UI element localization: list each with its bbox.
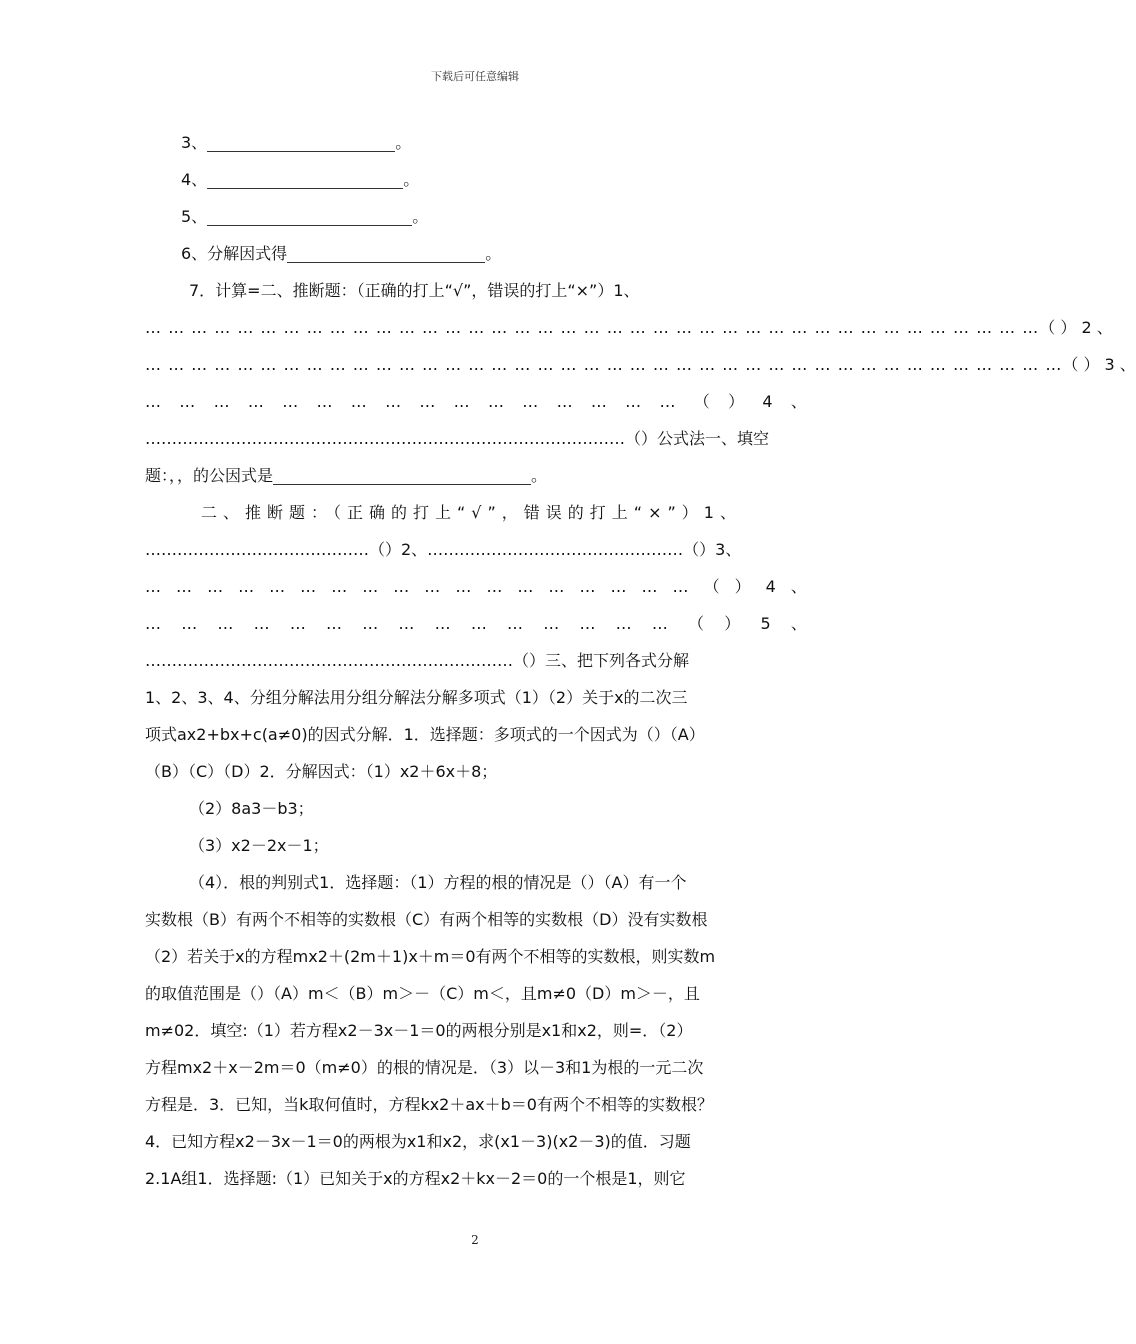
leader-dots: … … … … … … … … … … … … … … … … … … … … … … … … … … … … … … … … … … … … … … … [145, 318, 1040, 337]
text-line-22: （3）x2－2x－1； [189, 836, 329, 855]
line-token: … [300, 577, 317, 596]
line-token: 、 [790, 392, 807, 411]
line-token: … [486, 577, 503, 596]
line-token: … [672, 577, 689, 596]
judge-bracket: （ ） 3 、 [1062, 355, 1136, 374]
text-line-8 [145, 309, 1113, 346]
line-token: … [641, 577, 658, 596]
line-token: … [610, 577, 627, 596]
document-body [145, 124, 1136, 1197]
line-token: （ [703, 577, 720, 596]
line-token: … [393, 577, 410, 596]
text-line-29: 方程是．3．已知，当k取何值时，方程kx2＋ax＋b＝0有两个不相等的实数根？ [145, 1095, 713, 1114]
answer-blank [207, 207, 412, 226]
text-line-12 [145, 457, 807, 494]
fill-blank-item-6 [145, 235, 807, 272]
line-token: … [453, 392, 470, 411]
line-token: 4 [762, 392, 773, 411]
text-line-20: （B）（C）（D）2．分解因式：（1）x2＋6x＋8； [145, 762, 498, 781]
line-token: … [238, 577, 255, 596]
fill-blank-item-4 [145, 161, 807, 198]
line-token: ） [724, 614, 741, 633]
line-token: … [424, 577, 441, 596]
line-token: … [434, 614, 451, 633]
judge-bracket: （ ） 2 、 [1039, 318, 1113, 337]
answer-blank [207, 170, 403, 189]
fill-blank-item-5 [145, 198, 807, 235]
item-prefix: 6、分解因式得 [181, 244, 288, 263]
item-prefix: 3、 [181, 133, 208, 152]
line-token: 5 [760, 614, 771, 633]
page-number: 2 [471, 1233, 479, 1247]
item-prefix: 4、 [181, 170, 208, 189]
text-line-7: 7．计算=二、推断题：（正确的打上“√”，错误的打上“×”）1、 [189, 281, 640, 300]
line-token: … [289, 614, 306, 633]
text-line-10 [145, 383, 807, 420]
line-token: … [556, 392, 573, 411]
line-token: … [659, 392, 676, 411]
text-segment: 题：，，的公因式是 [145, 466, 274, 485]
answer-blank [287, 244, 485, 263]
line-token: … [579, 577, 596, 596]
line-token: … [247, 392, 264, 411]
text-line-25: （2）若关于x的方程mx2＋(2m＋1)x＋m＝0有两个不相等的实数根，则实数m [145, 947, 716, 966]
line-token: … [398, 614, 415, 633]
text-segment: 。 [531, 466, 548, 485]
text-line-13: 二、推断题：（正确的打上“√”，错误的打上“×”）1、 [201, 503, 742, 522]
text-line-28: 方程mx2＋x－2m＝0（m≠0）的根的情况是．（3）以－3和1为根的一元二次 [145, 1058, 704, 1077]
leader-dots: … … … … … … … … … … … … … … … … … … … … … … … … … … … … … … … … … … … … … … … … [145, 355, 1063, 374]
line-token: … [385, 392, 402, 411]
text-line-16 [145, 605, 807, 642]
line-token: … [362, 614, 379, 633]
text-line-15 [145, 568, 807, 605]
line-token: … [179, 392, 196, 411]
line-token: （ [693, 392, 710, 411]
line-token: … [145, 614, 161, 633]
item-suffix: 。 [412, 207, 429, 226]
line-token: … [419, 392, 436, 411]
line-token: … [176, 577, 193, 596]
fill-blank-item-3 [145, 124, 807, 161]
line-token: … [517, 577, 534, 596]
line-token: … [217, 614, 234, 633]
line-token: … [362, 577, 379, 596]
text-line-23: （4）．根的判别式1．选择题：（1）方程的根的情况是（）（A）有一个 [189, 873, 687, 892]
line-token: 、 [790, 614, 807, 633]
line-token: … [651, 614, 668, 633]
text-line-19: 项式ax2+bx+c(a≠0)的因式分解．1．选择题：多项式的一个因式为（）（A） [145, 725, 705, 744]
line-token: … [522, 392, 539, 411]
item-suffix: 。 [403, 170, 420, 189]
line-token: … [350, 392, 367, 411]
line-token: … [253, 614, 270, 633]
line-token: … [455, 577, 472, 596]
line-token: … [470, 614, 487, 633]
text-line-11: ………………………………………………………………………………（）公式法一、填空 [145, 429, 770, 448]
item-prefix: 5、 [181, 207, 208, 226]
line-token: … [331, 577, 348, 596]
text-line-31: 2.1A组1．选择题:（1）已知关于x的方程x2＋kx－2＝0的一个根是1，则它 [145, 1169, 686, 1188]
text-line-18: 1、2、3、4、分组分解法用分组分解法分解多项式（1）（2）关于x的二次三 [145, 688, 688, 707]
line-token: … [590, 392, 607, 411]
answer-blank [273, 466, 531, 485]
text-line-27: m≠02．填空:（1）若方程x2－3x－1＝0的两根分别是x1和x2，则=．（2） [145, 1021, 693, 1040]
line-token: … [543, 614, 560, 633]
line-token: … [615, 614, 632, 633]
line-token: … [326, 614, 343, 633]
line-token: … [269, 577, 286, 596]
line-token: ） [734, 577, 751, 596]
line-token: … [207, 577, 224, 596]
line-token: … [507, 614, 524, 633]
line-token: … [145, 392, 161, 411]
item-suffix: 。 [395, 133, 412, 152]
text-line-17: ……………………………………………………………（）三、把下列各式分解 [145, 651, 690, 670]
line-token: 4 [765, 577, 776, 596]
line-token: … [579, 614, 596, 633]
text-line-14: ……………………………………（）2、…………………………………………（）3、 [145, 540, 742, 559]
page-header: 下载后可任意编辑 [431, 70, 519, 83]
line-token: … [548, 577, 565, 596]
item-suffix: 。 [485, 244, 502, 263]
text-line-24: 实数根（B）有两个不相等的实数根（C）有两个相等的实数根（D）没有实数根 [145, 910, 708, 929]
line-token: … [316, 392, 333, 411]
text-line-26: 的取值范围是（）（A）m＜（B）m＞－（C）m＜，且m≠0（D）m＞－，且 [145, 984, 700, 1003]
line-token: 、 [790, 577, 807, 596]
text-line-30: 4．已知方程x2－3x－1＝0的两根为x1和x2，求(x1－3)(x2－3)的值．习题 [145, 1132, 691, 1151]
line-token: ） [728, 392, 745, 411]
line-token: … [145, 577, 161, 596]
line-token: … [181, 614, 198, 633]
line-token: … [282, 392, 299, 411]
text-line-21: （2）8a3－b3； [189, 799, 314, 818]
text-line-9 [145, 346, 1136, 383]
answer-blank [207, 133, 395, 152]
line-token: … [213, 392, 230, 411]
line-token: （ [688, 614, 705, 633]
line-token: … [625, 392, 642, 411]
line-token: … [487, 392, 504, 411]
